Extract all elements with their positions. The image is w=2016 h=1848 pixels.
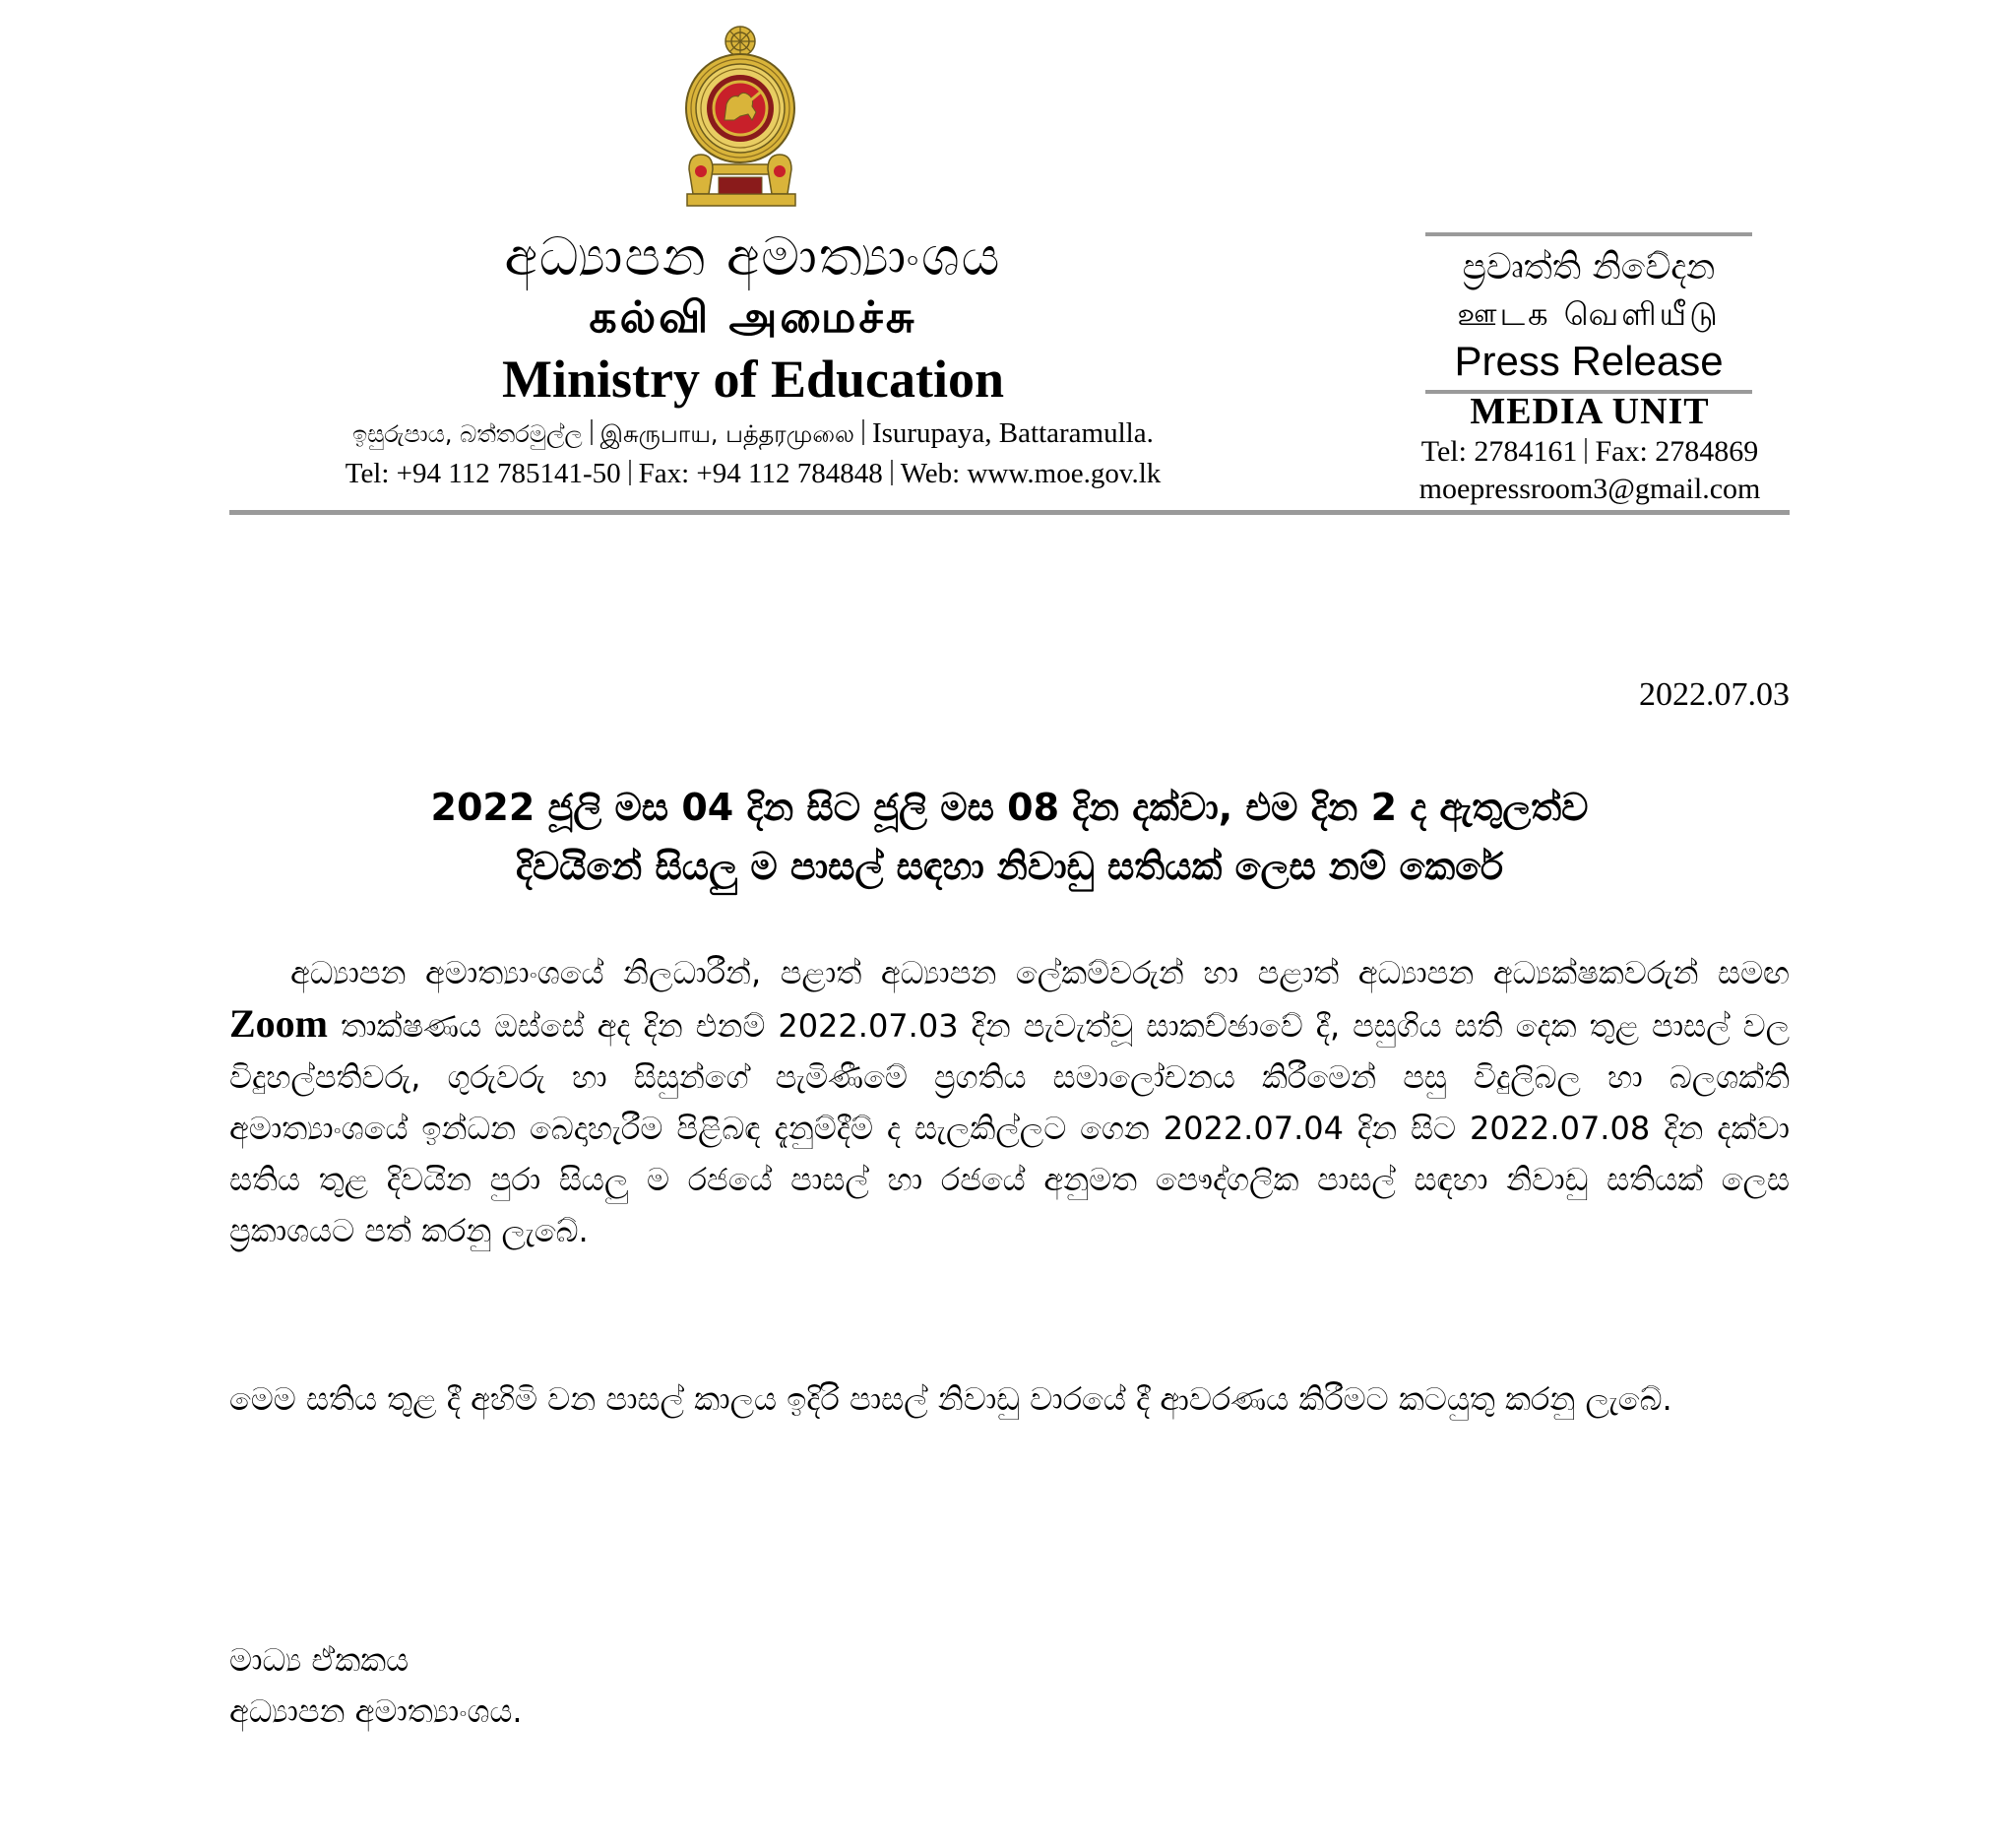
- zoom-term: Zoom: [229, 1001, 328, 1046]
- ministry-name-english: Ministry of Education: [501, 350, 1005, 409]
- media-email[interactable]: moepressroom3@gmail.com: [1418, 473, 1761, 505]
- media-fax: Fax: 2784869: [1595, 435, 1759, 468]
- ministry-name-sinhala: අධ්‍යාපන අමාත්‍යාංශය: [504, 225, 1002, 287]
- media-unit-title: MEDIA UNIT: [1470, 391, 1710, 432]
- ministry-fax: Fax: +94 112 784848: [638, 458, 883, 489]
- paragraph-1-start: අධ්‍යාපන අමාත්‍යාංශයේ නිලධාරීන්, පළාත් අධ්‍යාපන ලේකම්වරුන් හා පළාත් අධ්‍යාපන අධ්‍යක්ෂකවරුන් සමඟ: [290, 954, 1790, 991]
- ministry-name-tamil: கல்வி அமைச்சு: [589, 292, 917, 343]
- ministry-address: [217, 414, 1290, 454]
- ministry-tel: Tel: +94 112 785141-50: [345, 458, 621, 489]
- signature-block: [229, 1634, 1017, 1737]
- body-paragraph-1: [229, 947, 1790, 1256]
- address-english: Isurupaya, Battaramulla.: [871, 417, 1154, 449]
- media-tel: Tel: 2784161: [1420, 435, 1578, 468]
- address-sinhala: ඉසුරුපාය, බත්තරමුල්ල: [352, 420, 583, 448]
- press-release-box: [1425, 232, 1752, 394]
- press-release-tamil: ஊடக வெளியீடு: [1457, 295, 1721, 333]
- press-release-sinhala: ප්‍රවෘත්ති නිවේදන: [1462, 247, 1716, 287]
- media-unit-contact: [1378, 433, 1801, 508]
- header-divider: [229, 510, 1790, 515]
- divider: [591, 419, 593, 445]
- sri-lanka-emblem-icon: [679, 22, 802, 214]
- address-tamil: இசுருபாய, பத்தரமுலை: [599, 420, 854, 448]
- signature-unit: මාධ්‍ය ඒකකය: [229, 1641, 410, 1679]
- paragraph-1-rest: තාක්ෂණය ඔස්සේ අද දින එනම් 2022.07.03 දින පැවැත්වූ සාකච්ඡාවේ දී, පසුගිය සති දෙක තුළ පාසල් වල විදුහල්පතිවරු, ගුරුවරු හා සිසුන්ගේ පැමිණීමේ ප්‍රගතිය සමාලෝචනය කිරීමෙන් පසු විදුලිබල හා බලශක්ති අමාත්‍යාංශයේ ඉන්ධන බෙදාහැරීම පිළිබඳ දැනුම්දීම් ද සැලකිල්ලට ගෙන 2022.07.04 දින සිට 2022.07.08 දින දක්වා සතිය තුළ දිවයින පුරා සියලු ම රජයේ පාසල් හා රජයේ අනුමත පෞද්ගලික පාසල් සඳහා නිවාඩු සතියක් ලෙස ප්‍රකාශයට පත් කරනු ලැබේ.: [229, 1007, 1791, 1249]
- press-release-english: Press Release: [1454, 338, 1724, 384]
- headline: [229, 778, 1790, 896]
- ministry-contact: [217, 454, 1290, 493]
- signature-ministry: අධ්‍යාපන අමාත්‍යාංශය.: [229, 1692, 523, 1730]
- release-date: 2022.07.03: [1639, 676, 1790, 713]
- divider: [891, 460, 893, 485]
- headline-line-2: දිවයිනේ සියලු ම පාසල් සඳහා නිවාඩු සතියක් ලෙස නම් කෙරේ: [515, 845, 1504, 888]
- divider: [862, 419, 864, 445]
- body-paragraph-2: මෙම සතිය තුළ දී අහිමි වන පාසල් කාලය ඉදිරි පාසල් නිවාඩු වාරයේ දී ආවරණය කිරීමට කටයුතු කරනු ලැබේ.: [229, 1380, 1672, 1418]
- headline-line-1: 2022 ජූලි මස 04 දින සිට ජූලි මස 08 දින දක්වා, එම දින 2 ද ඇතුලත්ව: [430, 786, 1589, 829]
- divider: [1585, 438, 1587, 464]
- divider: [629, 460, 631, 485]
- divider: [1425, 232, 1752, 236]
- ministry-web[interactable]: Web: www.moe.gov.lk: [900, 458, 1162, 489]
- letterhead: [217, 224, 1290, 493]
